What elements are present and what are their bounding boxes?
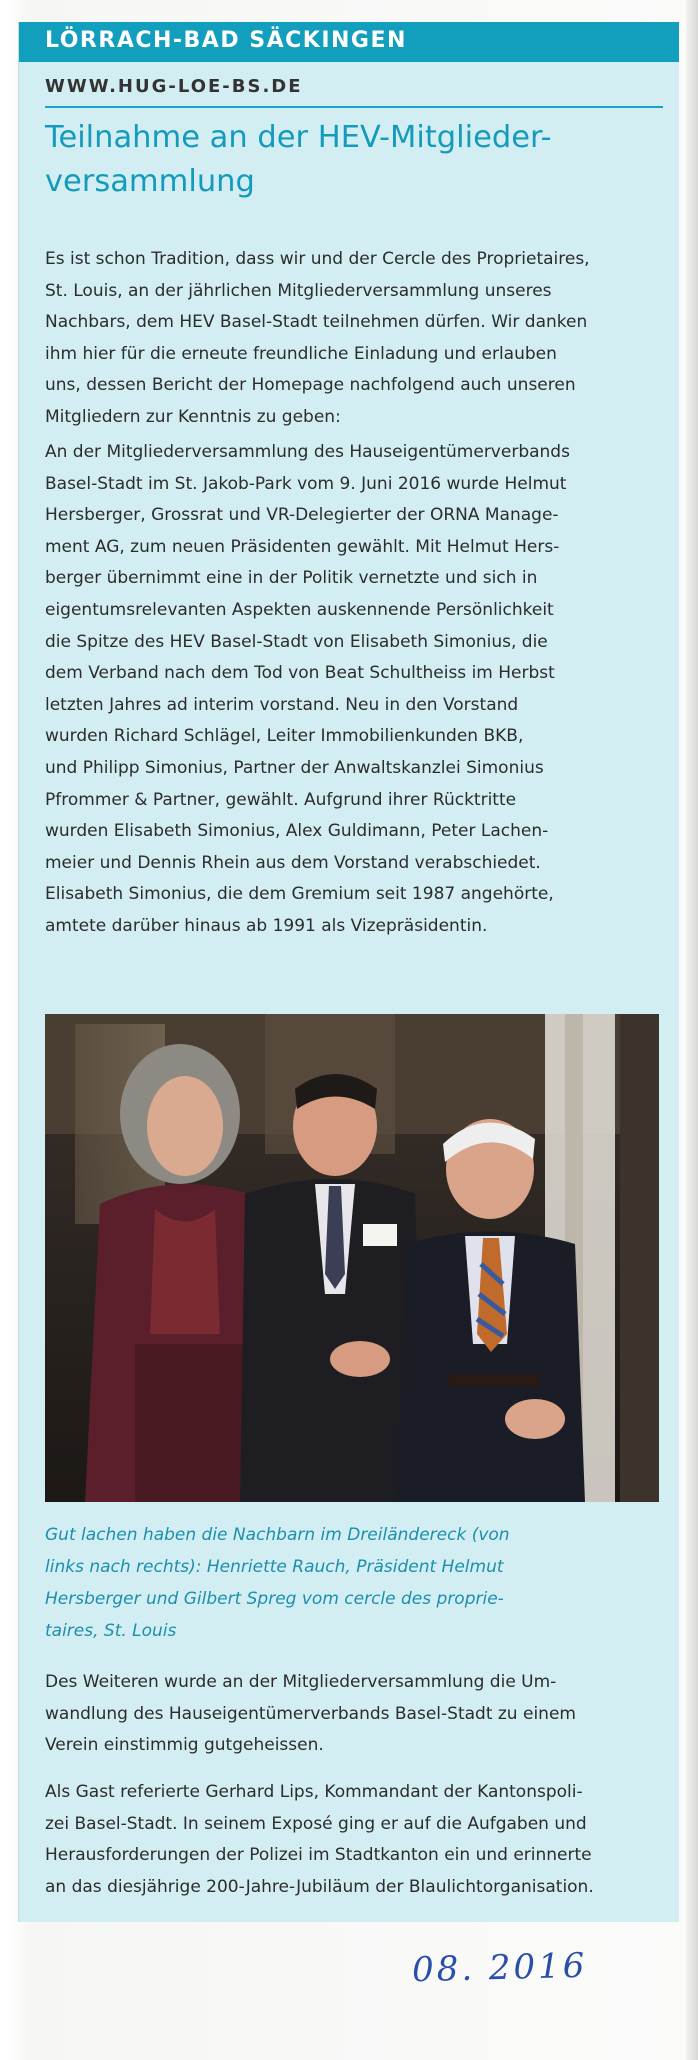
article-panel xyxy=(18,22,679,1922)
text-line: Des Weiteren wurde an der Mitgliederversammlung die Um- xyxy=(45,1672,557,1692)
text-line: meier und Dennis Rhein aus dem Vorstand verabschiedet. xyxy=(45,852,541,873)
text-line: wandlung des Hauseigentümerverbands Basel-Stadt zu einem xyxy=(45,1703,576,1724)
text-line: die Spitze des HEV Basel-Stadt von Elisabeth Simonius, die xyxy=(45,631,548,652)
text-line: letzten Jahres ad interim vorstand. Neu in den Vorstand xyxy=(45,694,519,715)
divider xyxy=(45,106,663,108)
text-line: an das diesjährige 200-Jahre-Jubiläum der Blaulichtorganisation. xyxy=(45,1876,594,1897)
text-line: Basel-Stadt im St. Jakob-Park vom 9. Juni 2016 wurde Helmut xyxy=(45,473,567,494)
caption-line: taires, St. Louis xyxy=(45,1621,177,1641)
text-line: ment AG, zum neuen Präsidenten gewählt. Mit Helmut Hers- xyxy=(45,536,560,557)
text-line: eigentumsrelevanten Aspekten auskennende Persönlichkeit xyxy=(45,599,554,620)
text-line: St. Louis, an der jährlichen Mitgliederversammlung unseres xyxy=(45,280,552,301)
photo-caption xyxy=(45,1519,510,1647)
text-line: uns, dessen Bericht der Homepage nachfolgend auch unseren xyxy=(45,375,576,396)
text-line: wurden Richard Schlägel, Leiter Immobilienkunden BKB, xyxy=(45,726,524,747)
text-line: Es ist schon Tradition, dass wir und der Cercle des Proprietaires, xyxy=(45,249,590,269)
paragraph-association xyxy=(45,1667,576,1762)
text-line: wurden Elisabeth Simonius, Alex Guldimann, Peter Lachen- xyxy=(45,821,549,842)
text-line: Als Gast referierte Gerhard Lips, Kommandant der Kantonspoli- xyxy=(45,1782,583,1802)
text-line: dem Verband nach dem Tod von Beat Schultheiss im Herbst xyxy=(45,663,555,684)
text-line: ihm hier für die erneute freundliche Einladung und erlauben xyxy=(45,343,557,364)
handwritten-date: 08. 2016 xyxy=(411,1945,588,1991)
section-name: LÖRRACH-BAD SÄCKINGEN xyxy=(45,28,407,53)
paragraph-guest-speaker xyxy=(45,1777,594,1903)
text-line: Verein einstimmig gutgeheissen. xyxy=(45,1735,324,1756)
main-paragraph xyxy=(45,437,570,943)
caption-line: Gut lachen haben die Nachbarn im Dreiländereck (von xyxy=(45,1525,510,1545)
section-banner xyxy=(19,22,679,62)
text-line: zei Basel-Stadt. In seinem Exposé ging er auf die Aufgaben und xyxy=(45,1813,587,1834)
title-line: Teilnahme an der HEV-Mitglieder- xyxy=(45,120,552,155)
text-line: Herausforderungen der Polizei im Stadtkanton ein und erinnerte xyxy=(45,1845,592,1866)
text-line: Mitgliedern zur Kenntnis zu geben: xyxy=(45,406,341,427)
text-line: An der Mitgliederversammlung des Hauseigentümerverbands xyxy=(45,442,570,462)
article-title xyxy=(45,116,657,204)
text-line: amtete darüber hinaus ab 1991 als Vizepräsidentin. xyxy=(45,915,488,936)
text-line: Hersberger, Grossrat und VR-Delegierter der ORNA Manage- xyxy=(45,505,559,526)
text-line: berger übernimmt eine in der Politik vernetzte und sich in xyxy=(45,568,538,589)
text-line: Pfrommer & Partner, gewählt. Aufgrund ihrer Rücktritte xyxy=(45,789,517,810)
page-edge xyxy=(686,0,698,2060)
text-line: und Philipp Simonius, Partner der Anwaltskanzlei Simonius xyxy=(45,757,544,778)
caption-line: links nach rechts): Henriette Rauch, Präsident Helmut xyxy=(45,1557,504,1577)
website-url[interactable]: WWW.HUG-LOE-BS.DE xyxy=(45,76,303,97)
title-line: versammlung xyxy=(45,164,255,199)
text-line: Nachbars, dem HEV Basel-Stadt teilnehmen dürfen. Wir danken xyxy=(45,312,588,333)
photo xyxy=(45,1014,659,1502)
caption-line: Hersberger und Gilbert Spreg vom cercle des proprie- xyxy=(45,1589,504,1609)
text-line: Elisabeth Simonius, die dem Gremium seit 1987 angehörte, xyxy=(45,884,554,905)
intro-paragraph xyxy=(45,244,590,434)
